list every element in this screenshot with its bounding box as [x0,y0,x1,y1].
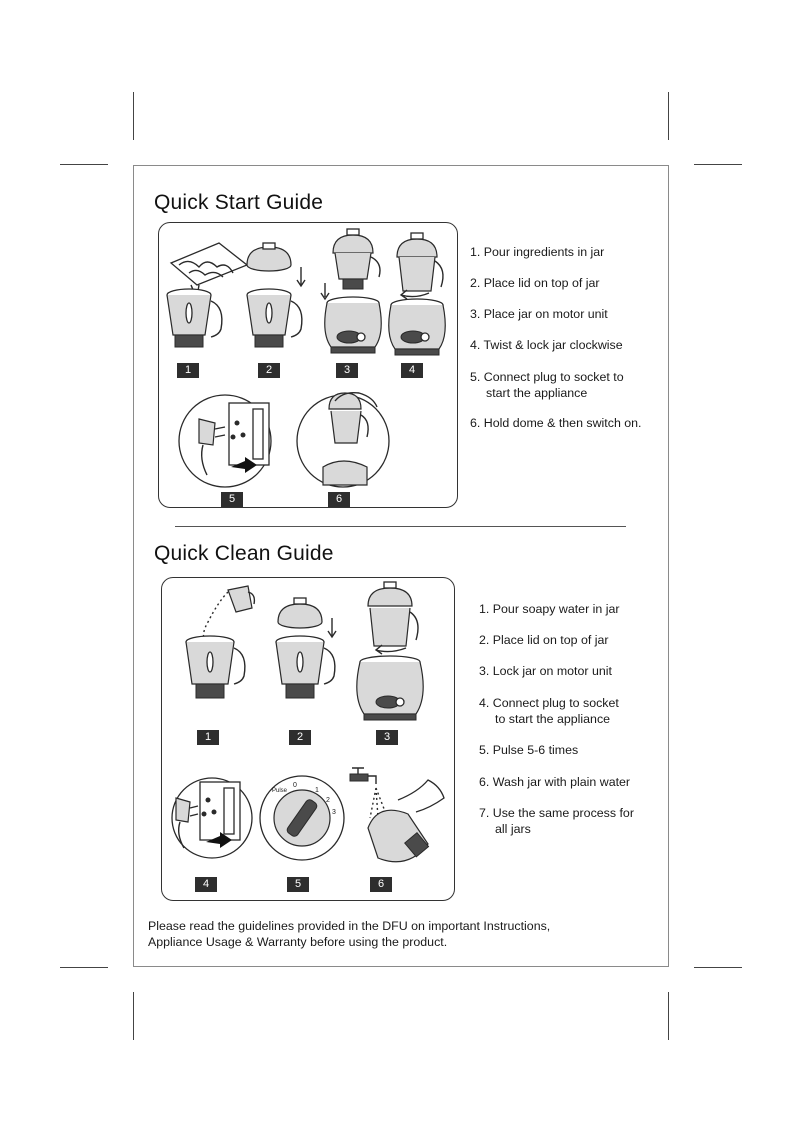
clean-step-7: 7. Use the same process for all jars [479,806,634,836]
crop-mark [694,164,742,165]
footer-line-2: Appliance Usage & Warranty before using the product. [148,935,448,949]
clean-lock-jar-illustration [357,582,423,720]
clean-step-2: 2. Place lid on top of jar [479,633,609,647]
crop-mark [60,164,108,165]
pulse-dial-illustration [260,776,344,860]
start-fig-label-3: 3 [336,363,358,378]
plug-socket-illustration [179,395,271,487]
crop-mark [668,92,669,140]
clean-guide-title: Quick Clean Guide [154,542,334,565]
clean-place-lid-illustration [276,598,336,698]
crop-mark [668,992,669,1040]
start-fig-label-1: 1 [177,363,199,378]
start-guide-title: Quick Start Guide [154,191,324,214]
dial-pulse-label: Pulse [272,788,288,794]
start-step-1: 1. Pour ingredients in jar [470,245,605,259]
start-step-3: 3. Place jar on motor unit [470,307,608,321]
clean-step-6: 6. Wash jar with plain water [479,775,631,789]
jar-on-motor-illustration [321,229,381,353]
clean-plug-socket-illustration [172,778,252,858]
start-fig-label-4: 4 [401,363,423,378]
start-step-4: 4. Twist & lock jar clockwise [470,338,623,352]
clean-fig-label-3: 3 [376,730,398,745]
clean-fig-label-4: 4 [195,877,217,892]
clean-fig-label-2: 2 [289,730,311,745]
dial-mark-0: 0 [293,782,297,789]
start-step-2: 2. Place lid on top of jar [470,276,600,290]
start-fig-label-6: 6 [328,492,350,507]
pour-ingredients-illustration [167,243,247,347]
dial-mark-3: 3 [332,809,336,816]
crop-mark [133,92,134,140]
crop-mark [133,992,134,1040]
twist-lock-illustration [389,233,446,355]
clean-fig-label-6: 6 [370,877,392,892]
start-step-5: 5. Connect plug to socket to start the appliance [470,370,624,400]
clean-step-1: 1. Pour soapy water in jar [479,602,620,616]
footer-note [148,918,550,950]
footer-line-1: Please read the guidelines provided in the DFU on important Instructions, [148,919,551,933]
hold-dome-illustration [297,393,389,487]
dial-mark-1: 1 [315,787,319,794]
crop-mark [60,967,108,968]
start-step-6: 6. Hold dome & then switch on. [470,416,642,430]
clean-fig-label-1: 1 [197,730,219,745]
pour-water-illustration [186,586,254,698]
wash-jar-illustration [350,768,444,862]
start-fig-label-2: 2 [258,363,280,378]
clean-step-5: 5. Pulse 5-6 times [479,743,579,757]
start-fig-label-5: 5 [221,492,243,507]
clean-step-4: 4. Connect plug to socket to start the appliance [479,696,619,726]
clean-step-3: 3. Lock jar on motor unit [479,664,612,678]
section-divider [175,526,626,527]
crop-mark [694,967,742,968]
place-lid-illustration [247,243,305,347]
dial-mark-2: 2 [326,797,330,804]
clean-fig-label-5: 5 [287,877,309,892]
